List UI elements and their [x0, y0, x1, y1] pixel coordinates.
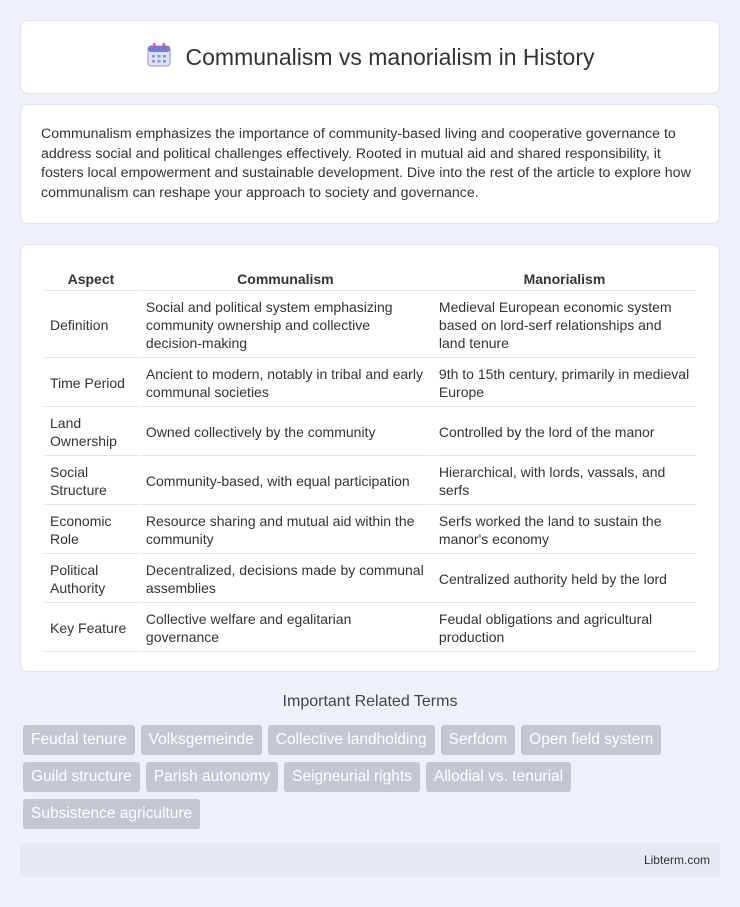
term-tag[interactable]: Seigneurial rights: [284, 762, 420, 792]
header-aspect: Aspect: [44, 267, 138, 291]
term-tag[interactable]: Parish autonomy: [146, 762, 278, 792]
row-aspect: Economic Role: [44, 507, 138, 554]
row-communalism: Ancient to modern, notably in tribal and early communal societies: [140, 360, 431, 407]
row-communalism: Community-based, with equal participation: [140, 458, 431, 505]
table-row: [44, 605, 696, 652]
header-card: [20, 20, 720, 94]
row-aspect: Political Authority: [44, 556, 138, 603]
term-tag[interactable]: Serfdom: [441, 725, 516, 755]
table-row: [44, 556, 696, 603]
term-tag[interactable]: Collective landholding: [268, 725, 435, 755]
comparison-table-card: [20, 244, 720, 672]
row-aspect: Time Period: [44, 360, 138, 407]
row-communalism: Collective welfare and egalitarian governance: [140, 605, 431, 652]
footer-site-link[interactable]: Libterm.com: [643, 853, 710, 867]
row-manorialism: Serfs worked the land to sustain the manor's economy: [433, 507, 696, 554]
row-manorialism: 9th to 15th century, primarily in medieval Europe: [433, 360, 696, 407]
row-manorialism: Medieval European economic system based on lord-serf relationships and land tenure: [433, 293, 696, 358]
term-tag[interactable]: Allodial vs. tenurial: [426, 762, 571, 792]
header-manorialism: Manorialism: [433, 267, 696, 291]
row-communalism: Owned collectively by the community: [140, 409, 431, 456]
table-row: [44, 293, 696, 358]
row-aspect: Key Feature: [44, 605, 138, 652]
row-communalism: Decentralized, decisions made by communal assemblies: [140, 556, 431, 603]
row-aspect: Land Ownership: [44, 409, 138, 456]
header-communalism: Communalism: [140, 267, 431, 291]
table-row: [44, 458, 696, 505]
row-manorialism: Hierarchical, with lords, vassals, and serfs: [433, 458, 696, 505]
term-tag[interactable]: Subsistence agriculture: [23, 799, 200, 829]
comparison-table: [42, 265, 698, 654]
footer: [20, 843, 720, 877]
row-manorialism: Controlled by the lord of the manor: [433, 409, 696, 456]
row-communalism: Social and political system emphasizing community ownership and collective decision-making: [140, 293, 431, 358]
calendar-icon: [146, 42, 172, 73]
related-terms-title: Important Related Terms: [282, 693, 458, 710]
row-aspect: Social Structure: [44, 458, 138, 505]
table-header-row: [44, 267, 696, 291]
table-row: [44, 360, 696, 407]
term-tag[interactable]: Open field system: [521, 725, 661, 755]
intro-card: [20, 104, 720, 224]
intro-text: Communalism emphasizes the importance of community-based living and cooperative governance to address social and political challenges effectively. Rooted in mutual aid and shared responsibility, it fosters local empowerment and sustainable development. Dive into the rest of the article to explore how communalism can reshape your approach to society and governance.: [41, 126, 691, 201]
row-communalism: Resource sharing and mutual aid within the community: [140, 507, 431, 554]
row-aspect: Definition: [44, 293, 138, 358]
row-manorialism: Centralized authority held by the lord: [433, 556, 696, 603]
term-tag[interactable]: Feudal tenure: [23, 725, 135, 755]
row-manorialism: Feudal obligations and agricultural production: [433, 605, 696, 652]
title-wrap: [146, 42, 595, 73]
table-row: [44, 409, 696, 456]
page-title: Communalism vs manorialism in History: [185, 43, 595, 70]
table-row: [44, 507, 696, 554]
related-terms-list: [23, 725, 713, 829]
term-tag[interactable]: Volksgemeinde: [141, 725, 262, 755]
term-tag[interactable]: Guild structure: [23, 762, 140, 792]
